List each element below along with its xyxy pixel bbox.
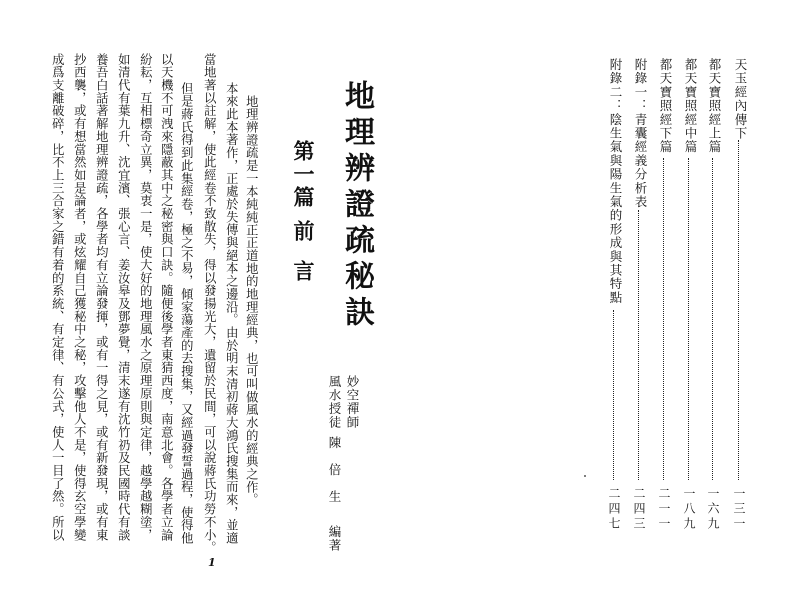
- toc-entry-title: 都天寶照經中篇: [683, 58, 698, 154]
- toc-entry-page: 二四七: [607, 487, 621, 532]
- toc-leader-dots: [738, 140, 739, 480]
- page-number: 1: [208, 556, 216, 569]
- toc-entry-page: 二一一: [657, 487, 671, 532]
- author-title-line2: 風水授徒: [327, 375, 342, 429]
- toc-entry-page: 一八九: [682, 487, 696, 532]
- toc-entry-title: 附錄一：青囊經義分析表: [633, 58, 648, 209]
- body-column: 但是蔣氏得到此集經卷，極之不易，傾家蕩產的去搜集，又經過發誓過程，使得他: [179, 82, 194, 545]
- book-title: 地理辨證疏秘訣: [339, 80, 374, 332]
- body-column: 抄西襲，或有想當然如是論者，或炫耀自己獲秘中之秘，攻擊他人不是，使得玄空學變: [72, 53, 87, 542]
- body-column: 以天機不可洩來隱蔽其中之秘密與口訣。隨便後學者東猜西度，南意北會。各學者立論: [159, 53, 174, 542]
- toc-entry-page: 一六九: [706, 487, 720, 532]
- author-role: 編著: [327, 525, 342, 552]
- toc-leader-dots: [663, 158, 664, 480]
- author-title-line1: 妙空禪師: [345, 375, 360, 429]
- body-column: 地理辨證疏是一本純純正正道地的地理經典，也可叫做風水的經典之作。: [244, 95, 259, 507]
- body-column: 本來此本著作，正處於失傳與絕本之邊沿。由於明末清初蔣大鴻氏搜集而來，並適: [224, 82, 239, 545]
- body-column: 當地著以註解，使此經卷不致散失，得以發揚光大，遺留於民間，可以說蔣氏功勞不小。: [202, 53, 217, 555]
- toc-leader-dots: [712, 158, 713, 480]
- body-column: 成爲支離破碎，比不上三合家之錯有着的系統、有定律、有公式，使人一目了然。所以: [50, 53, 65, 542]
- toc-entry-title: 都天寶照經上篇: [707, 58, 722, 154]
- body-column: 養吾白話著解地理辨證疏，各學者均有立論發揮，或有一得之見，或有新發現，或有東: [94, 53, 109, 542]
- toc-leader-dots: [688, 158, 689, 480]
- body-column: 如清代有葉九升、沈宜濱、張心言、姜汝皋及鄧夢覺，清末遂有沈竹礽及民國時代有談: [116, 53, 131, 542]
- toc-leader-dots: [638, 210, 639, 480]
- toc-entry-title: 天玉經內傳下: [733, 58, 748, 141]
- toc-entry-title: 附錄二：陰生氣與陽生氣的形成與其特點: [608, 58, 623, 305]
- author-name: 陳 倍 生: [327, 436, 342, 504]
- toc-entry-page: 二四三: [632, 487, 646, 532]
- chapter-name-first: 前: [291, 220, 316, 241]
- body-column: 紛耘，互相標奇立異，莫衷一是，使大好的地理風水之原理原則與定律，越學越糊塗，: [138, 53, 153, 542]
- toc-leader-dots: [613, 310, 614, 480]
- chapter-name-second: 言: [291, 260, 316, 281]
- scan-speck: [584, 475, 586, 477]
- toc-entry-page: 一三一: [732, 487, 746, 532]
- chapter-label: 第一篇: [291, 140, 316, 209]
- toc-entry-title: 都天寶照經下篇: [658, 58, 673, 154]
